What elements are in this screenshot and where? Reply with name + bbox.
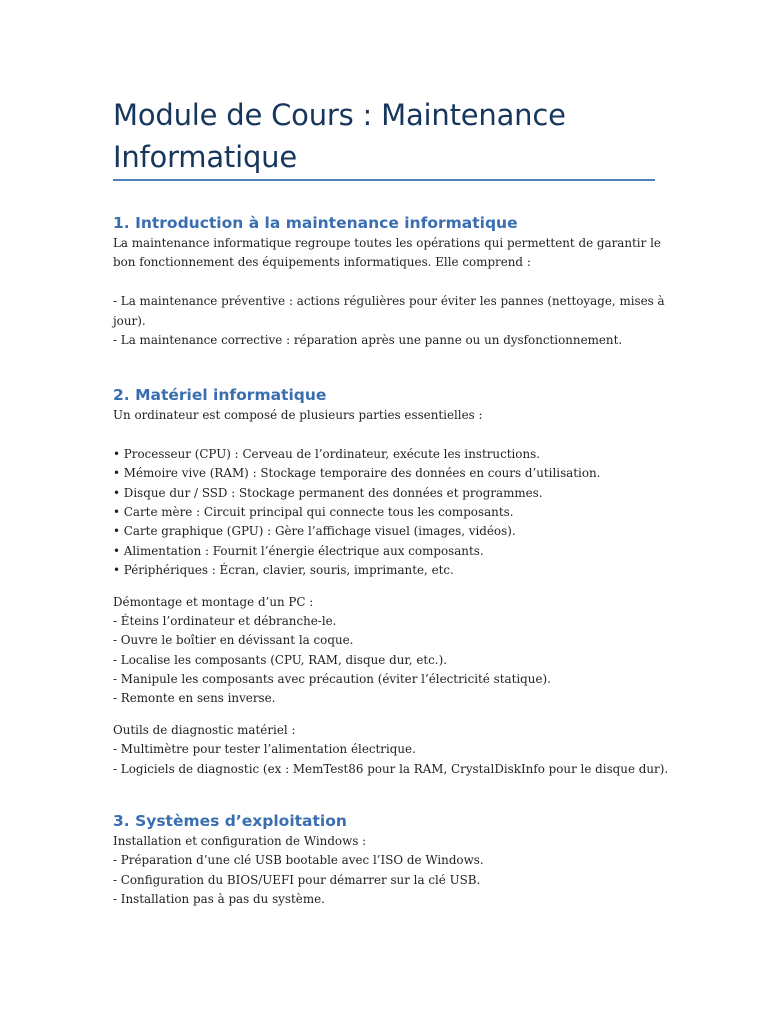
section-heading: 2. Matériel informatique	[113, 386, 327, 404]
component-item: • Périphériques : Écran, clavier, souris, imprimante, etc.	[113, 563, 454, 578]
section-heading: 1. Introduction à la maintenance informatique	[113, 214, 518, 232]
paragraph-line: La maintenance informatique regroupe toutes les opérations qui permettent de garantir le	[113, 236, 661, 250]
document-title-line-2: Informatique	[113, 140, 297, 174]
document-title-line-1: Module de Cours : Maintenance	[113, 98, 566, 132]
component-item: • Disque dur / SSD : Stockage permanent des données et programmes.	[113, 485, 543, 500]
section-heading: 3. Systèmes d’exploitation	[113, 812, 347, 830]
component-item: • Mémoire vive (RAM) : Stockage temporaire des données en cours d’utilisation.	[113, 466, 601, 481]
list-item: - La maintenance corrective : réparation après une panne ou un dysfonctionnement.	[113, 332, 623, 347]
section-operating-systems	[113, 810, 673, 910]
assembly-step: - Éteins l’ordinateur et débranche-le.	[113, 613, 337, 628]
section-introduction	[113, 212, 673, 350]
assembly-step: - Localise les composants (CPU, RAM, disque dur, etc.).	[113, 652, 447, 667]
install-step: - Préparation d’une clé USB bootable avec l’ISO de Windows.	[113, 853, 484, 868]
component-item: • Processeur (CPU) : Cerveau de l’ordinateur, exécute les instructions.	[113, 446, 541, 461]
list-item: jour).	[113, 313, 146, 328]
paragraph-line: bon fonctionnement des équipements informatiques. Elle comprend :	[113, 255, 531, 270]
title-underline	[113, 179, 655, 181]
list-item: - La maintenance préventive : actions régulières pour éviter les pannes (nettoyage, mises à	[113, 294, 665, 309]
document-title	[113, 94, 673, 178]
install-step: - Installation pas à pas du système.	[113, 892, 325, 907]
tool-item: - Logiciels de diagnostic (ex : MemTest86 pour la RAM, CrystalDiskInfo pour le disque dur).	[113, 761, 669, 776]
section-hardware	[113, 384, 673, 779]
assembly-step: - Remonte en sens inverse.	[113, 691, 276, 706]
tool-item: - Multimètre pour tester l’alimentation électrique.	[113, 742, 416, 757]
subsection-title: Outils de diagnostic matériel :	[113, 722, 296, 737]
subsection-title: Démontage et montage d’un PC :	[113, 594, 314, 609]
assembly-step: - Manipule les composants avec précaution (éviter l’électricité statique).	[113, 672, 551, 687]
paragraph-line: Un ordinateur est composé de plusieurs parties essentielles :	[113, 408, 483, 422]
component-item: • Alimentation : Fournit l’énergie électrique aux composants.	[113, 543, 484, 558]
install-step: - Configuration du BIOS/UEFI pour démarrer sur la clé USB.	[113, 872, 481, 887]
component-item: • Carte graphique (GPU) : Gère l’affichage visuel (images, vidéos).	[113, 524, 516, 539]
assembly-step: - Ouvre le boîtier en dévissant la coque.	[113, 633, 354, 648]
component-item: • Carte mère : Circuit principal qui connecte tous les composants.	[113, 504, 514, 519]
paragraph-line: Installation et configuration de Windows :	[113, 834, 367, 848]
